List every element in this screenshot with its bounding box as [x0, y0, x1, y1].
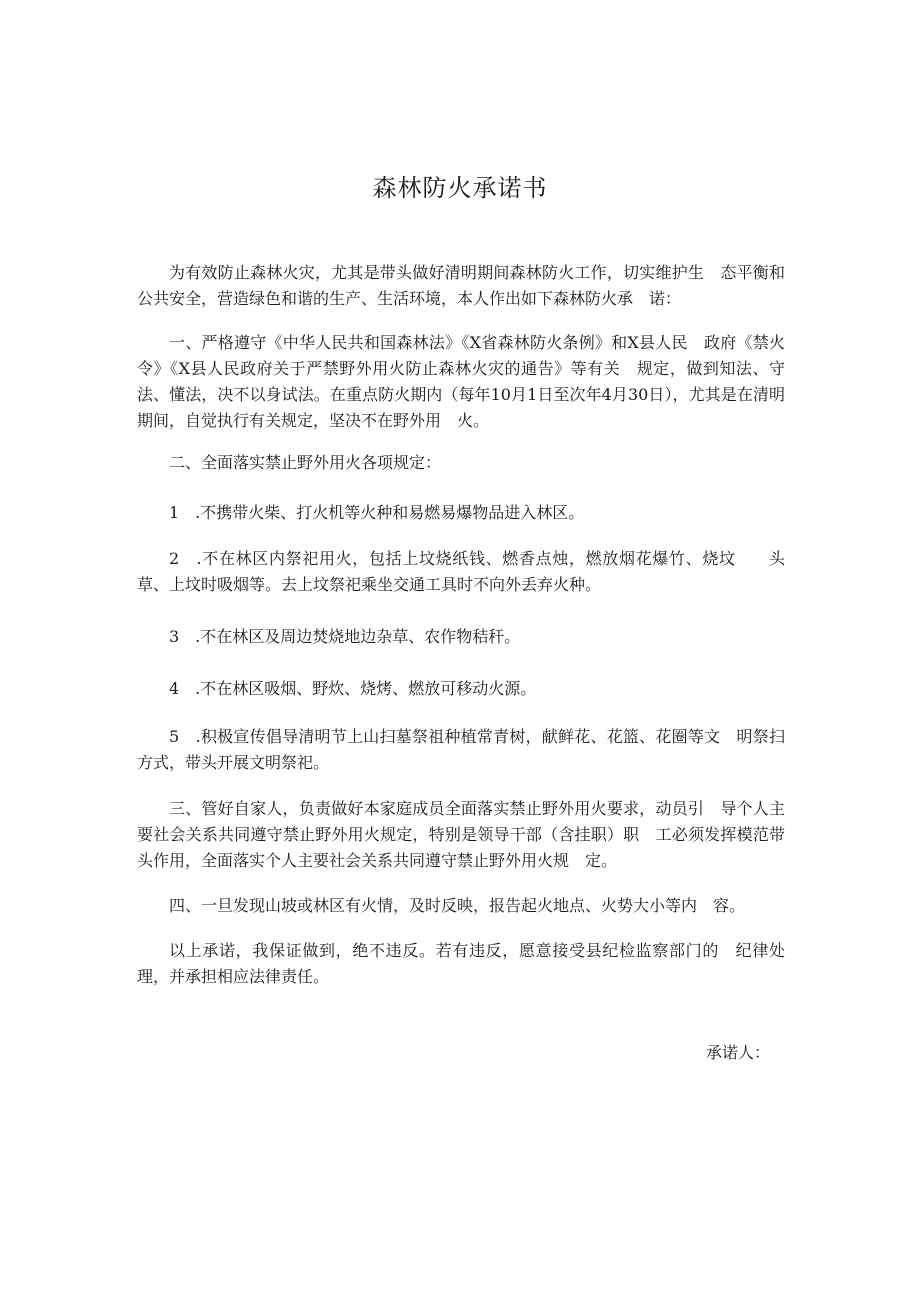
item-three-paragraph: 三、管好自家人，负责做好本家庭成员全面落实禁止野外用火要求，动员引 导个人主要社会关系共同遵守禁止野外用火规定，特别是领导干部（含挂职）职 工必须发挥模范带头作用，全面落实个人主要社会关系共同遵守禁止野外用火规 定。 — [137, 799, 785, 870]
signature-label: 承诺人： — [705, 1043, 770, 1062]
sub-item-2: 2 .不在林区内祭祀用火，包括上坟烧纸钱、燃香点烛，燃放烟花爆竹、烧坟 头草、上坟时吸烟等。去上坟祭祀乘坐交通工具时不向外丢弃火种。 — [137, 549, 785, 594]
sub-item-1: 1 .不携带火柴、打火机等火种和易燃易爆物品进入林区。 — [169, 503, 585, 522]
item-one-paragraph: 一、严格遵守《中华人民共和国森林法》《X省森林防火条例》和X县人民 政府《禁火令》《X县人民政府关于严禁野外用火防止森林火灾的通告》等有关 规定，做到知法、守法、懂法，决不以身试法。在重点防火期内（每年10月1日至次年4月30日），尤其是在清明期间，自觉执行有关规定，坚决不在野外用 火。 — [137, 333, 785, 430]
sub-item-3: 3 .不在林区及周边焚烧地边杂草、农作物秸秆。 — [169, 627, 521, 646]
sub-item-5: 5 .积极宣传倡导清明节上山扫墓祭祖种植常青树，献鲜花、花篮、花圈等文 明祭扫方式，带头开展文明祭祀。 — [137, 727, 785, 772]
intro-paragraph: 为有效防止森林火灾，尤其是带头做好清明期间森林防火工作，切实维护生 态平衡和公共安全，营造绿色和谐的生产、生活环境，本人作出如下森林防火承 诺： — [137, 263, 785, 308]
item-four-paragraph: 四、一旦发现山坡或林区有火情，及时反映，报告起火地点、火势大小等内 容。 — [169, 896, 746, 915]
closing-paragraph: 以上承诺，我保证做到，绝不违反。若有违反，愿意接受县纪检监察部门的 纪律处理，并承担相应法律责任。 — [137, 941, 785, 986]
sub-item-4: 4 .不在林区吸烟、野炊、烧烤、燃放可移动火源。 — [169, 679, 537, 698]
document-title: 森林防火承诺书 — [372, 174, 548, 202]
item-two-heading: 二、全面落实禁止野外用火各项规定： — [169, 453, 442, 472]
